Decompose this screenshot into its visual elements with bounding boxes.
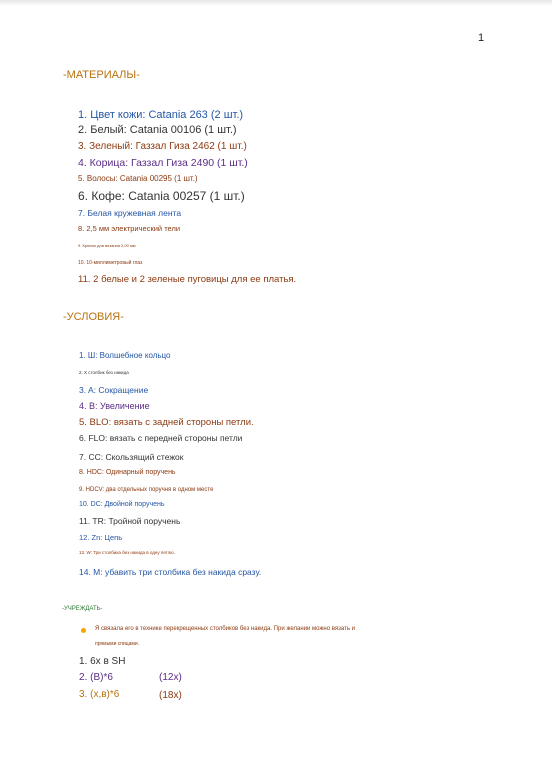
materials-item: 1. Цвет кожи: Catania 263 (2 шт.) [78,109,244,121]
terms-item: 2. X столбик без накида [79,370,129,375]
page-number: 1 [478,32,485,44]
establish-heading: -УЧРЕЖДАТЬ- [62,606,103,612]
materials-item: 2. Белый: Catania 00106 (1 шт.) [78,124,237,136]
terms-item: 6. FLO: вязать с передней стороны петли [79,433,243,443]
terms-item: 3. A: Сокращение [79,385,149,395]
terms-item: 12. Zn: Цепь [79,533,123,542]
terms-item: 8. HDC: Одинарный поручень [79,469,176,476]
terms-item: 11. TR: Тройной поручень [79,516,181,526]
terms-item: 4. B: Увеличение [79,401,150,411]
materials-item: 11. 2 белые и 2 зеленые пуговицы для ее платья. [78,274,297,285]
terms-item: 14. M: убавить три столбика без накида сразу. [79,567,262,577]
round-row [79,673,113,683]
establish-note: Я связала его в технике перекрещенных столбиков без накида. При желании можно вязать и [95,626,355,632]
materials-heading: -МАТЕРИАЛЫ- [63,69,140,81]
page-top-shadow [0,0,552,6]
round-count: (12x) [159,672,182,683]
materials-item: 8. 2,5 мм электрический тели [78,224,181,233]
materials-item: 5. Волосы: Catania 00295 (1 шт.) [78,174,198,183]
materials-item: 7. Белая кружевная лента [78,208,182,218]
round-text: 2. (B)*6 [79,672,113,683]
terms-item: 5. BLO: вязать с задней стороны петли. [79,417,254,428]
round-row [79,657,125,667]
terms-item: 10. DC: Двойной поручень [79,501,165,508]
terms-item: 1. Ш: Волшебное кольцо [79,351,171,360]
bullet-icon [81,628,86,633]
materials-item: 6. Кофе: Catania 00257 (1 шт.) [78,189,245,203]
terms-item: 13. W: Три столбика без накида в одну петлю. [79,550,175,555]
materials-item: 9. Крючок для вязания 2,00 мм [78,243,136,248]
round-text: 3. (x,в)*6 [79,689,120,700]
establish-note: прямыми спицами. [95,641,140,647]
materials-item: 3. Зеленый: Газзал Гиза 2462 (1 шт.) [78,141,247,152]
round-count: (18x) [159,690,182,701]
round-row [79,690,119,700]
round-text: 1. 6x в SH [79,656,126,667]
terms-item: 7. CC: Скользящий стежок [79,452,184,462]
materials-item: 10. 10-миллиметровый глаз [78,260,143,266]
terms-heading: -УСЛОВИЯ- [63,311,124,323]
terms-item: 9. HDCV: два отдельных поручня в одном месте [79,487,214,493]
materials-item: 4. Корица: Газзал Гиза 2490 (1 шт.) [78,157,248,169]
